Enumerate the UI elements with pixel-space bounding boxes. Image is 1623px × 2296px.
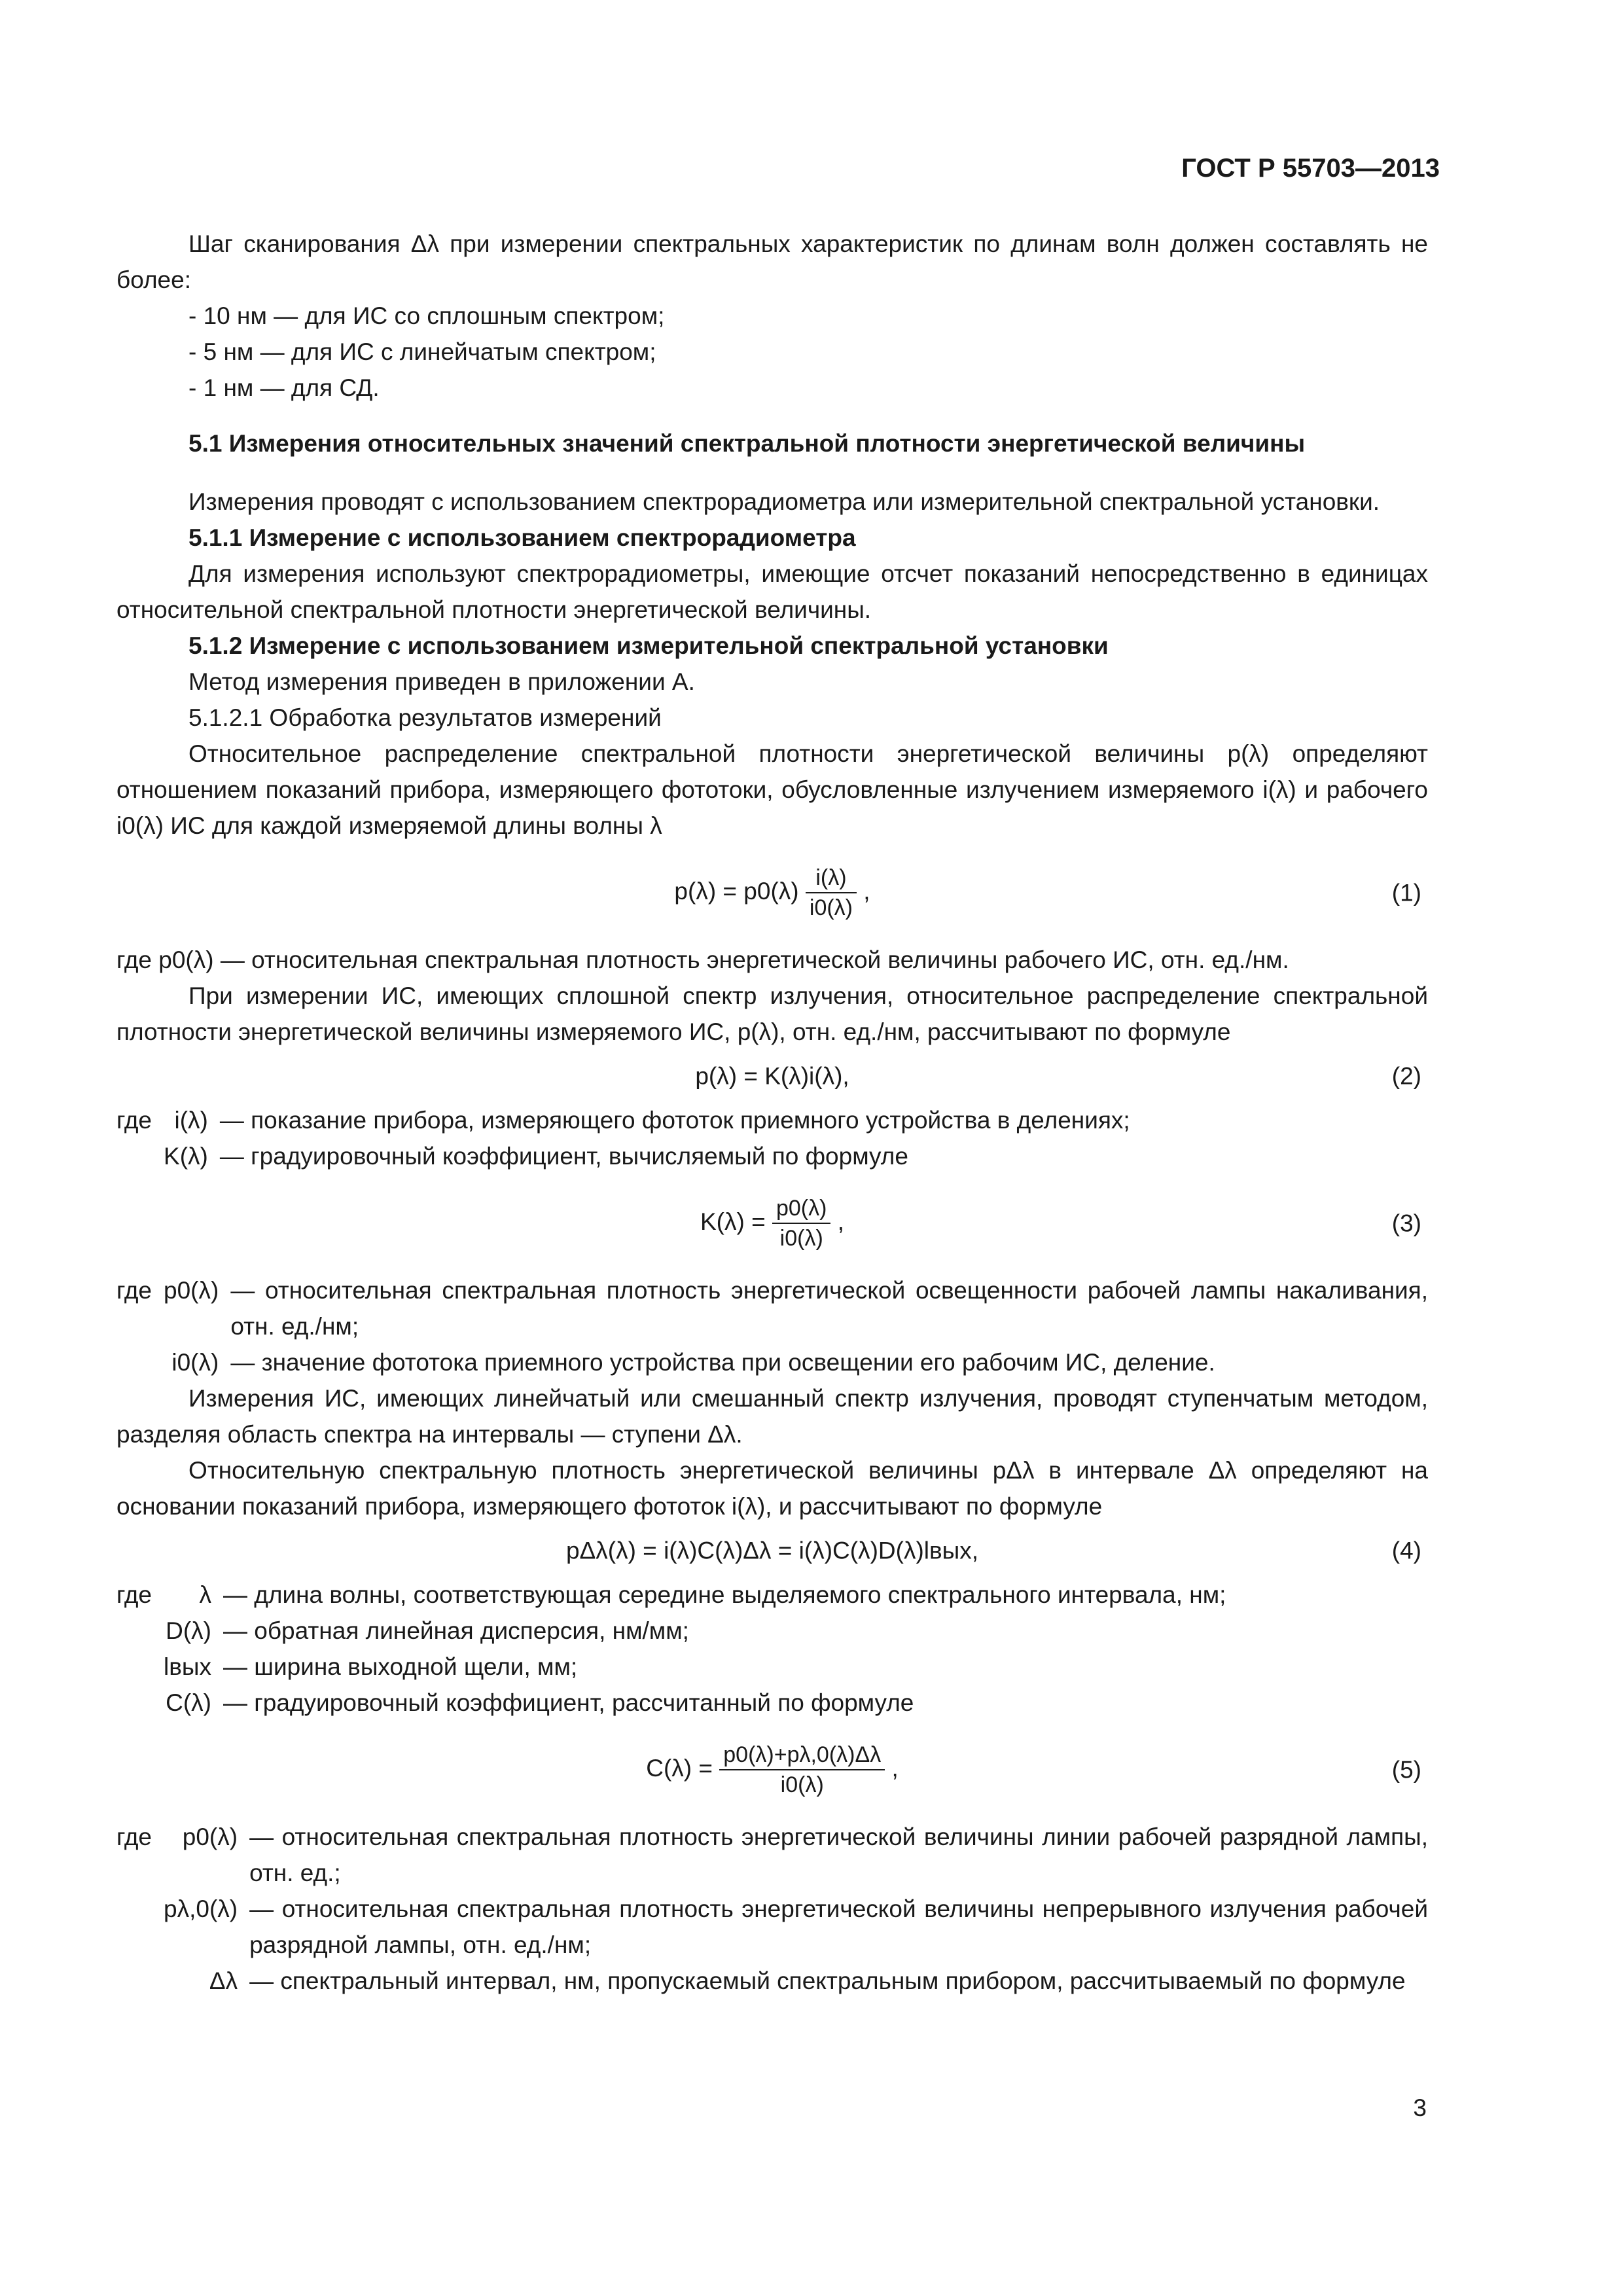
legend-prefix xyxy=(116,1344,152,1380)
numerator: i(λ) xyxy=(806,863,857,893)
legend-description: относительная спектральная плотность энергетической освещенности рабочей лампы накаливания, отн. ед./нм; xyxy=(230,1277,1428,1340)
denominator: i0(λ) xyxy=(809,895,853,920)
legend-dash: — xyxy=(219,1107,244,1134)
legend-dash: — xyxy=(249,1895,274,1922)
legend-dash: — xyxy=(249,1823,274,1850)
formula-5 xyxy=(116,1721,1428,1819)
legend-prefix xyxy=(116,1891,152,1963)
subsection-heading: 5.1.2.1 Обработка результатов измерений xyxy=(188,704,662,731)
legend-prefix xyxy=(116,1138,152,1174)
legend-symbol: D(λ) xyxy=(166,1617,211,1644)
list-item: - 5 нм — для ИС с линейчатым спектром; xyxy=(188,338,656,365)
formula-lhs: p(λ) = p0(λ) xyxy=(674,877,799,905)
where-line: где p0(λ) — относительная спектральная плотность энергетической величины рабочего ИС, отн. ед./нм. xyxy=(116,946,1289,973)
legend-symbol: lвых xyxy=(164,1653,211,1680)
legend-description: обратная линейная дисперсия, нм/мм; xyxy=(254,1617,689,1644)
formula-2 xyxy=(116,1050,1428,1102)
formula-number: (2) xyxy=(1391,1062,1421,1090)
legend-symbol: i0(λ) xyxy=(171,1349,219,1376)
legend-prefix xyxy=(116,1649,152,1685)
formula-1 xyxy=(116,844,1428,942)
legend-5 xyxy=(116,1819,1428,1999)
legend-symbol: p0(λ) xyxy=(182,1823,238,1850)
formula-tail: , xyxy=(863,877,870,905)
list-item: - 10 нм — для ИС со сплошным спектром; xyxy=(188,302,665,329)
legend-dash: — xyxy=(223,1653,247,1680)
section-heading-5-1-2: 5.1.2 Измерение с использованием измерительной спектральной установки xyxy=(188,632,1109,659)
legend-prefix: где xyxy=(116,1107,152,1134)
legend-symbol: i(λ) xyxy=(174,1107,208,1134)
page-number: 3 xyxy=(1413,2094,1427,2121)
formula-number: (3) xyxy=(1391,1210,1421,1237)
legend-description: относительная спектральная плотность энергетической величины линии рабочей разрядной лампы, отн. ед.; xyxy=(249,1823,1429,1886)
intro-paragraph: Шаг сканирования Δλ при измерении спектральных характеристик по длинам волн должен составлять не более: xyxy=(116,230,1428,293)
legend-symbol: λ xyxy=(199,1581,211,1608)
numerator: p0(λ) xyxy=(772,1194,830,1224)
formula-number: (4) xyxy=(1391,1537,1421,1564)
legend-4 xyxy=(116,1577,1428,1721)
page-content xyxy=(116,226,1428,1999)
legend-dash: — xyxy=(223,1617,247,1644)
legend-prefix: где xyxy=(116,1581,152,1608)
fraction xyxy=(719,1740,885,1799)
formula-lhs: K(λ) = xyxy=(700,1208,766,1235)
legend-prefix xyxy=(116,1613,152,1649)
legend-description: ширина выходной щели, мм; xyxy=(254,1653,578,1680)
denominator: i0(λ) xyxy=(780,1772,824,1797)
legend-symbol: p0(λ) xyxy=(164,1277,219,1304)
paragraph: При измерении ИС, имеющих сплошной спектр излучения, относительное распределение спектральной плотности энергетической величины измеряемого ИС, p(λ), отн. ед./нм, рассчитывают по формуле xyxy=(116,982,1428,1045)
legend-dash: — xyxy=(230,1277,255,1304)
legend-description: относительная спектральная плотность энергетической величины непрерывного излучения рабочей разрядной лампы, отн. ед./нм; xyxy=(249,1895,1429,1958)
formula-number: (1) xyxy=(1391,879,1421,906)
legend-2 xyxy=(116,1102,1428,1174)
formula-expression: pΔλ(λ) = i(λ)C(λ)Δλ = i(λ)C(λ)D(λ)lвых, xyxy=(565,1537,979,1564)
standard-code: ГОСТ Р 55703—2013 xyxy=(1181,154,1440,183)
legend-dash: — xyxy=(223,1581,247,1608)
fraction xyxy=(772,1194,830,1253)
denominator: i0(λ) xyxy=(779,1226,823,1251)
legend-description: значение фототока приемного устройства при освещении его рабочим ИС, деление. xyxy=(261,1349,1215,1376)
legend-dash: — xyxy=(249,1967,274,1994)
legend-prefix xyxy=(116,1685,152,1721)
paragraph: Относительную спектральную плотность энергетической величины pΔλ в интервале Δλ определяют на основании показаний прибора, измеряющего фототок i(λ), и рассчитывают по формуле xyxy=(116,1457,1428,1520)
legend-3 xyxy=(116,1272,1428,1380)
paragraph: Метод измерения приведен в приложении А. xyxy=(188,668,695,695)
formula-4 xyxy=(116,1524,1428,1577)
legend-symbol: K(λ) xyxy=(164,1143,208,1170)
legend-prefix xyxy=(116,1963,152,1999)
legend-description: длина волны, соответствующая середине выделяемого спектрального интервала, нм; xyxy=(254,1581,1226,1608)
legend-dash: — xyxy=(219,1143,244,1170)
paragraph: Измерения ИС, имеющих линейчатый или смешанный спектр излучения, проводят ступенчатым методом, разделяя область спектра на интервалы — ступени Δλ. xyxy=(116,1385,1428,1448)
legend-prefix: где xyxy=(116,1823,152,1850)
legend-dash: — xyxy=(223,1689,247,1716)
formula-tail: , xyxy=(891,1754,899,1782)
numerator: p0(λ)+pλ,0(λ)Δλ xyxy=(719,1740,885,1770)
legend-dash: — xyxy=(230,1349,255,1376)
legend-symbol: pλ,0(λ) xyxy=(164,1895,238,1922)
formula-expression: p(λ) = K(λ)i(λ), xyxy=(695,1062,849,1090)
legend-description: показание прибора, измеряющего фототок приемного устройства в делениях; xyxy=(251,1107,1130,1134)
formula-lhs: C(λ) = xyxy=(646,1754,713,1782)
legend-description: градуировочный коэффициент, рассчитанный по формуле xyxy=(254,1689,914,1716)
legend-prefix: где xyxy=(116,1277,152,1304)
formula-tail: , xyxy=(837,1208,845,1235)
formula-number: (5) xyxy=(1391,1756,1421,1784)
section-heading-5-1: 5.1 Измерения относительных значений спектральной плотности энергетической величины xyxy=(188,430,1306,457)
paragraph: Измерения проводят с использованием спектрорадиометра или измерительной спектральной установки. xyxy=(188,488,1380,515)
paragraph: Для измерения используют спектрорадиометры, имеющие отсчет показаний непосредственно в единицах относительной спектральной плотности энергетической величины. xyxy=(116,560,1428,623)
section-heading-5-1-1: 5.1.1 Измерение с использованием спектрорадиометра xyxy=(188,524,856,551)
legend-description: спектральный интервал, нм, пропускаемый спектральным прибором, рассчитываемый по формуле xyxy=(280,1967,1406,1994)
legend-symbol: Δλ xyxy=(209,1967,238,1994)
list-item: - 1 нм — для СД. xyxy=(188,374,380,401)
legend-symbol: C(λ) xyxy=(166,1689,211,1716)
paragraph: Относительное распределение спектральной плотности энергетической величины p(λ) определяют отношением показаний прибора, измеряющего фототоки, обусловленные излучением измеряемого i(λ) и рабочего i0(λ) ИС для каждой измеряемой длины волны λ xyxy=(116,740,1428,839)
fraction xyxy=(806,863,857,922)
formula-3 xyxy=(116,1174,1428,1272)
legend-description: градуировочный коэффициент, вычисляемый по формуле xyxy=(251,1143,908,1170)
